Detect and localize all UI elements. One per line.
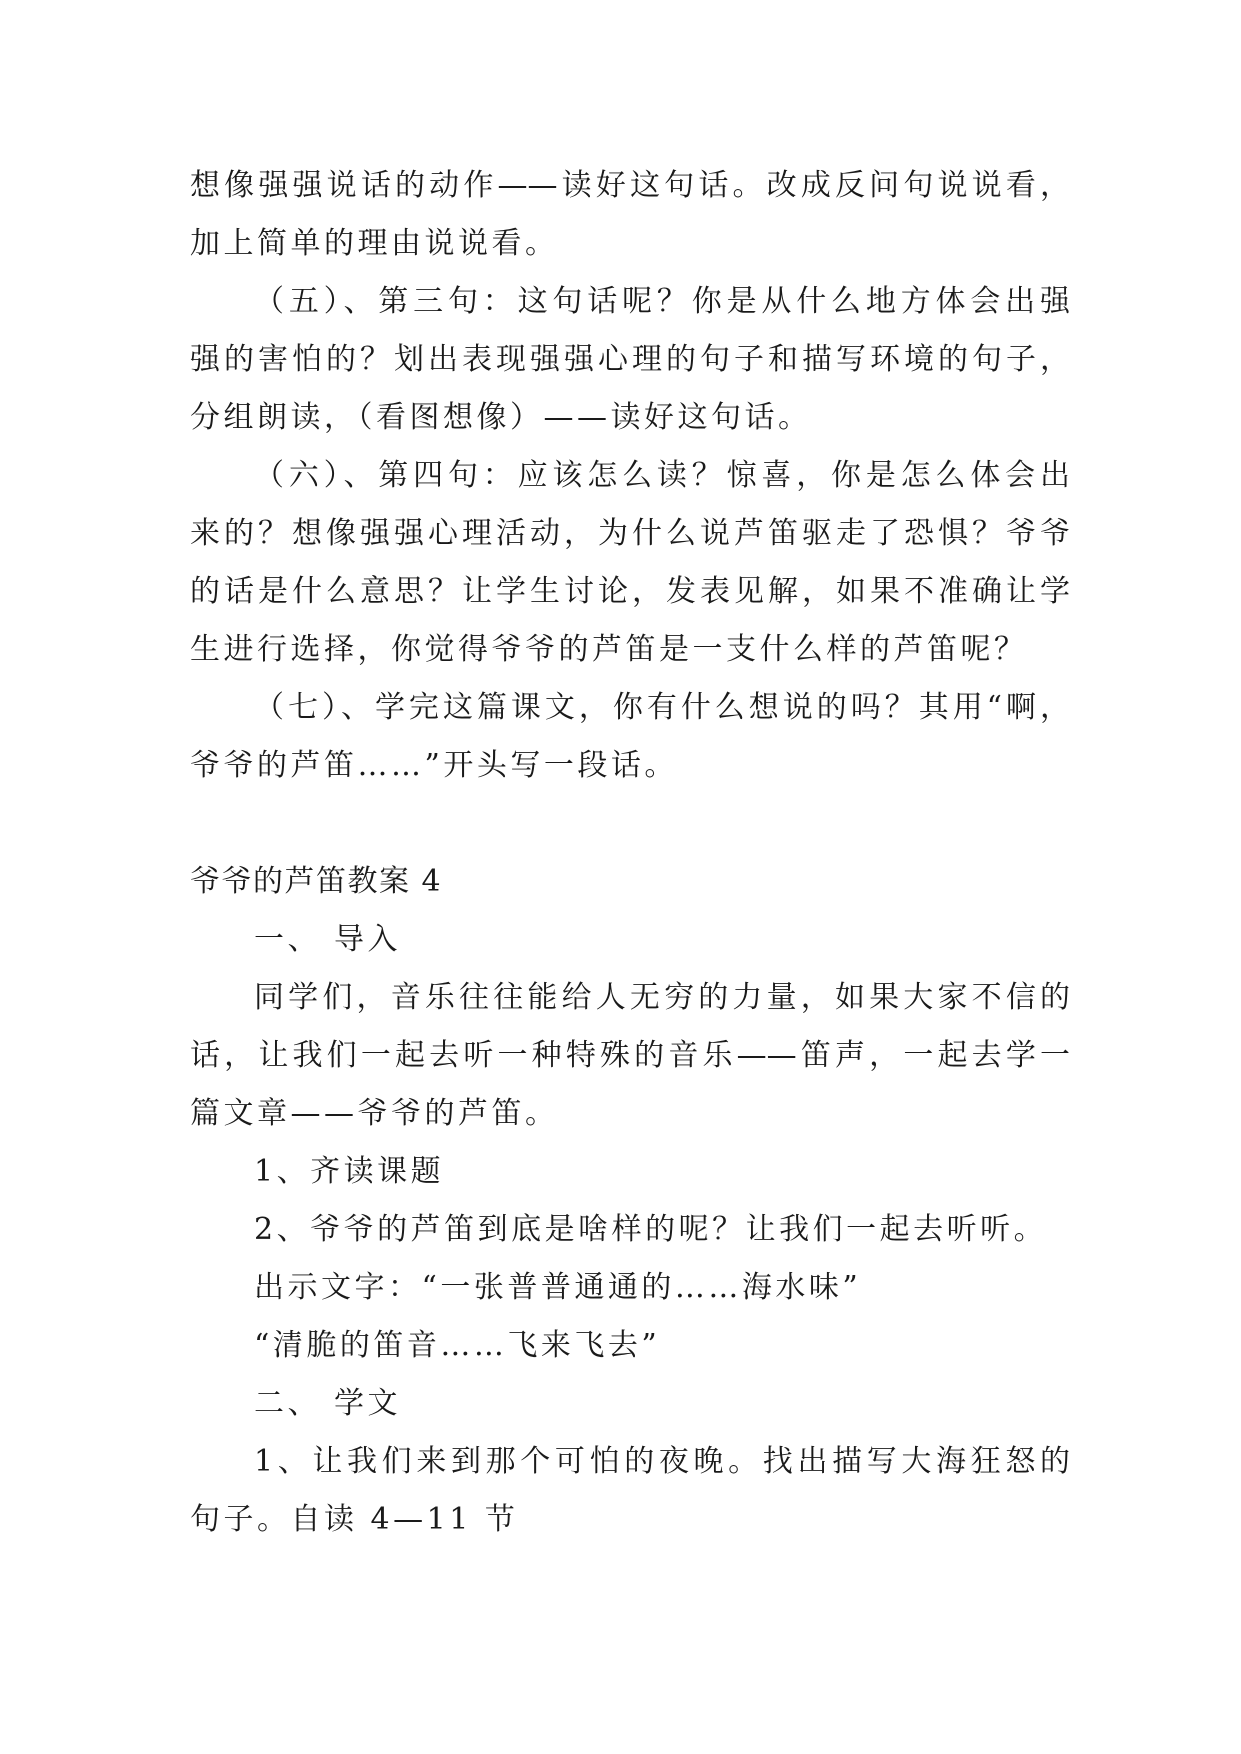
list-item: 1、让我们来到那个可怕的夜晚。找出描写大海狂怒的	[254, 1444, 1070, 1479]
paragraph-line: 同学们，音乐往往能给人无穷的力量，如果大家不信的	[254, 980, 1070, 1015]
paragraph-line: （五）、第三句：这句话呢？你是从什么地方体会出强	[254, 284, 1070, 319]
paragraph-line: 分组朗读，（看图想像）——读好这句话。	[190, 400, 812, 435]
section-heading: 二、 学文	[254, 1386, 402, 1421]
section-title: 爷爷的芦笛教案 4	[190, 864, 443, 899]
paragraph-line: 句子。自读 4—11 节	[190, 1502, 519, 1537]
paragraph-line: 强的害怕的？划出表现强强心理的句子和描写环境的句子，	[190, 342, 1070, 377]
paragraph-line: 爷爷的芦笛……”开头写一段话。	[190, 748, 678, 783]
paragraph-line: 生进行选择，你觉得爷爷的芦笛是一支什么样的芦笛呢？	[190, 632, 1028, 667]
section-heading: 一、 导入	[254, 922, 402, 957]
paragraph-line: “清脆的笛音……飞来飞去”	[254, 1328, 661, 1363]
paragraph-line: 的话是什么意思？让学生讨论，发表见解，如果不准确让学	[190, 574, 1070, 609]
paragraph-line: 来的？想像强强心理活动，为什么说芦笛驱走了恐惧？爷爷	[190, 516, 1070, 551]
list-item: 2、爷爷的芦笛到底是啥样的呢？让我们一起去听听。	[254, 1212, 1048, 1247]
paragraph-line: 篇文章——爷爷的芦笛。	[190, 1096, 559, 1131]
paragraph-line: 想像强强说话的动作——读好这句话。改成反问句说说看，	[190, 168, 1070, 203]
paragraph-line: （六）、第四句：应该怎么读？惊喜，你是怎么体会出	[254, 458, 1070, 493]
paragraph-line: 话，让我们一起去听一种特殊的音乐——笛声，一起去学一	[190, 1038, 1070, 1073]
paragraph-line: 出示文字：“一张普普通通的……海水味”	[254, 1270, 862, 1305]
paragraph-line: 加上简单的理由说说看。	[190, 226, 559, 261]
list-item: 1、齐读课题	[254, 1154, 445, 1189]
paragraph-line: （七）、学完这篇课文，你有什么想说的吗？其用“啊，	[254, 690, 1070, 725]
